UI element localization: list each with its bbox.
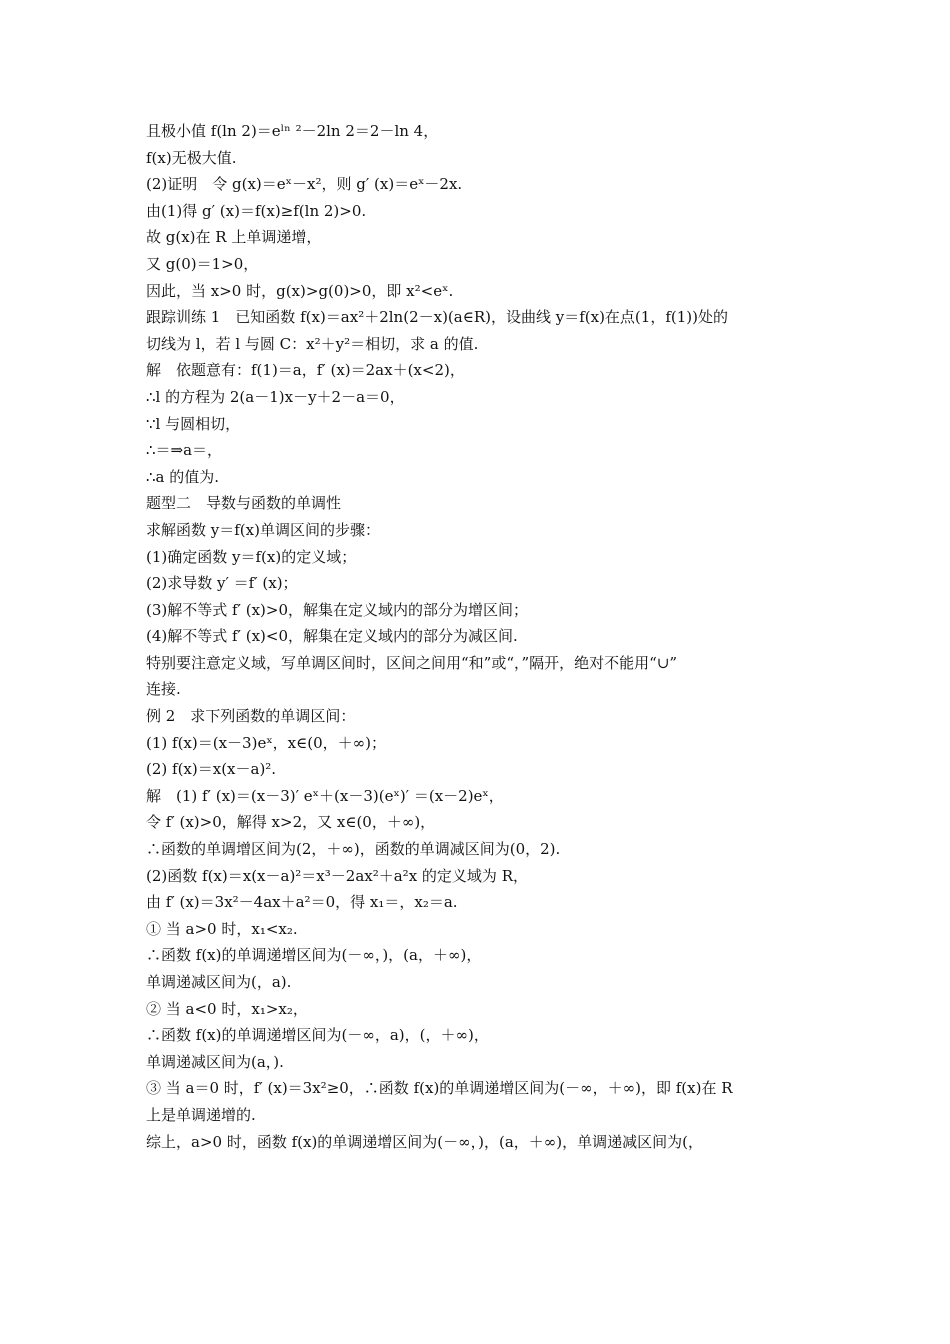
text-line: 由(1)得 g′ (x)＝f(x)≥f(ln 2)>0. (146, 201, 367, 220)
text-line: (4)解不等式 f′ (x)<0，解集在定义域内的部分为减区间. (146, 627, 518, 646)
text-line: 求解函数 y＝f(x)单调区间的步骤： (146, 520, 380, 539)
text-line: 且极小值 f(ln 2)＝eˡⁿ ²－2ln 2＝2－ln 4， (146, 122, 439, 140)
text-line: ∴＝⇒a＝， (146, 441, 223, 460)
text-line: 因此，当 x>0 时，g(x)>g(0)>0，即 x²<eˣ. (146, 281, 454, 300)
text-line: 跟踪训练 1 已知函数 f(x)＝ax²＋2ln(2－x)(a∈R)，设曲线 y＝f(x)在点(1，f(1))处的 (146, 308, 728, 327)
text-line: 由 f′ (x)＝3x²－4ax＋a²＝0，得 x₁＝，x₂＝a. (146, 893, 458, 912)
text-line: 上是单调递增的. (146, 1105, 256, 1124)
text-line: ∴函数 f(x)的单调递增区间为(－∞，)，(a，＋∞)， (146, 946, 482, 965)
text-line: (2)函数 f(x)＝x(x－a)²＝x³－2ax²＋a²x 的定义域为 R， (146, 866, 528, 885)
text-line: (1) f(x)＝(x－3)eˣ，x∈(0，＋∞)； (146, 733, 386, 752)
section-heading: 题型二 导数与函数的单调性 (146, 494, 342, 513)
text-line: 特别要注意定义域，写单调区间时，区间之间用“和”或“，”隔开，绝对不能用“∪” (146, 653, 678, 672)
document-body (146, 118, 810, 1155)
text-line: ∴函数 f(x)的单调递增区间为(－∞，a)，(，＋∞)， (146, 1026, 489, 1045)
text-line: 令 f′ (x)>0，解得 x>2，又 x∈(0，＋∞)， (146, 813, 436, 832)
text-line: 连接. (146, 680, 181, 699)
text-line: (2) f(x)＝x(x－a)². (146, 760, 277, 779)
text-line: f(x)无极大值. (146, 148, 237, 167)
example-heading: 例 2 求下列函数的单调区间： (146, 707, 356, 726)
text-line: 解 依题意有：f(1)＝a，f′ (x)＝2ax＋(x<2)， (146, 361, 465, 380)
text-line: ① 当 a>0 时，x₁<x₂. (146, 919, 298, 938)
text-line: ∴函数的单调增区间为(2，＋∞)，函数的单调减区间为(0，2). (146, 840, 561, 859)
text-line: ③ 当 a＝0 时，f′ (x)＝3x²≥0，∴函数 f(x)的单调递增区间为(－∞，＋∞)，即 f(x)在 R (146, 1079, 733, 1098)
text-line: ∵l 与圆相切， (146, 414, 241, 433)
text-line: 解 (1) f′ (x)＝(x－3)′ eˣ＋(x－3)(eˣ)′ ＝(x－2)eˣ， (146, 786, 504, 805)
text-line: (2)求导数 y′ ＝f′ (x)； (146, 574, 298, 593)
text-line: (2)证明 令 g(x)＝eˣ－x²，则 g′ (x)＝eˣ－2x. (146, 175, 463, 194)
text-line: ∴l 的方程为 2(a－1)x－y＋2－a＝0， (146, 387, 405, 406)
text-line: (3)解不等式 f′ (x)>0，解集在定义域内的部分为增区间； (146, 600, 529, 619)
text-line: 故 g(x)在 R 上单调递增， (146, 228, 322, 247)
text-line: 综上，a>0 时，函数 f(x)的单调递增区间为(－∞，)，(a，＋∞)，单调递减区间为(， (146, 1132, 704, 1151)
text-line: ∴a 的值为. (146, 467, 220, 486)
text-line: ② 当 a<0 时，x₁>x₂， (146, 999, 308, 1018)
text-line: 又 g(0)＝1>0， (146, 254, 259, 273)
text-line: (1)确定函数 y＝f(x)的定义域； (146, 547, 357, 566)
text-line: 单调递减区间为(，a). (146, 973, 292, 991)
text-line: 切线为 l，若 l 与圆 C：x²＋y²＝相切，求 a 的值. (146, 334, 479, 353)
text-line: 单调递减区间为(a，). (146, 1052, 284, 1071)
